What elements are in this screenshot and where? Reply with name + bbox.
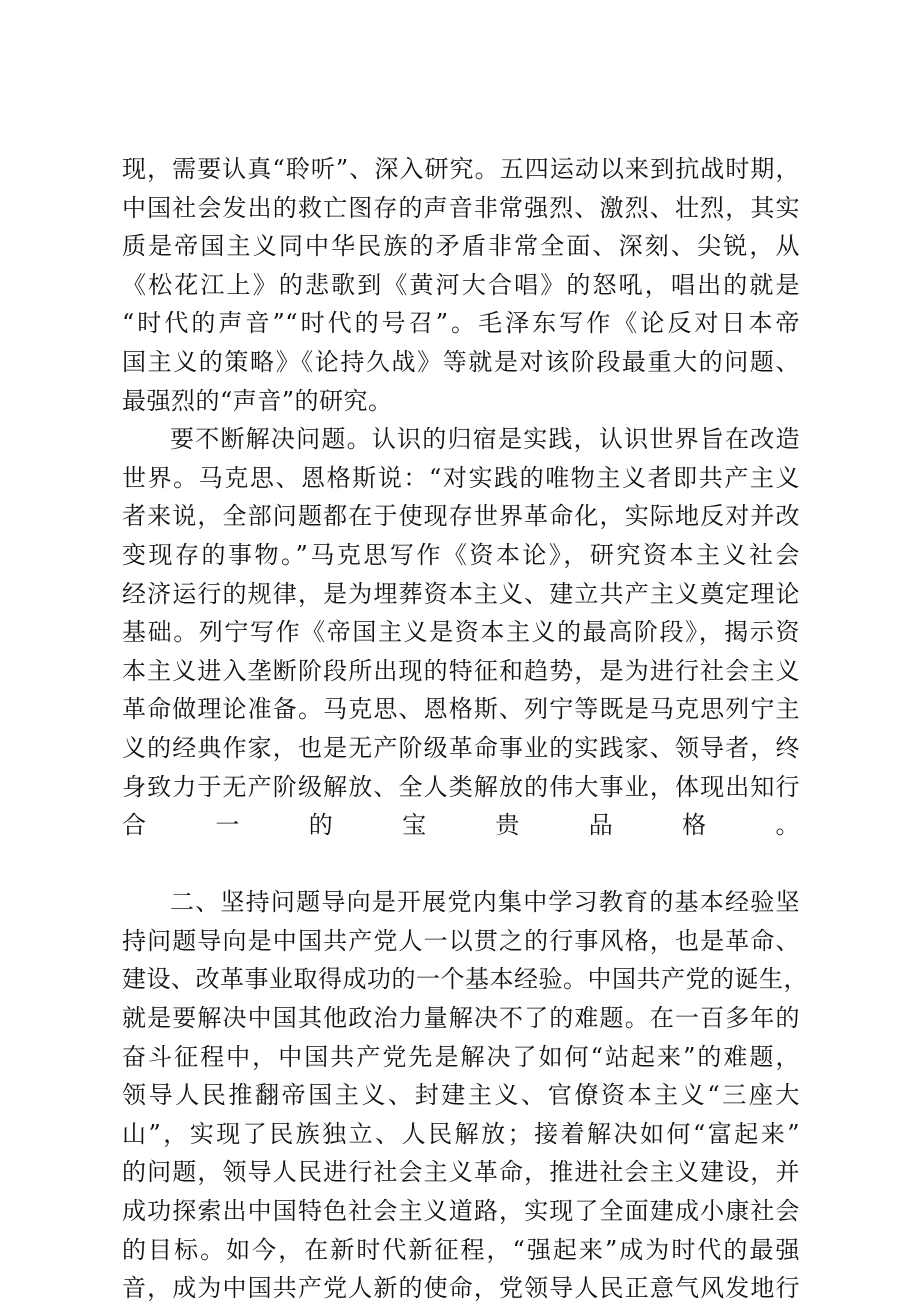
text-line: 基础。列宁写作《帝国主义是资本主义的最高阶段》，揭示资 <box>122 618 800 647</box>
paragraph-2 <box>122 420 800 883</box>
text-line: 经济运行的规律，是为埋葬资本主义、建立共产主义奠定理论 <box>122 579 800 608</box>
text-line: 就是要解决中国其他政治力量解决不了的难题。在一百多年的 <box>122 1004 800 1033</box>
text-line: 音，成为中国共产党人新的使命，党领导人民正意气风发地行 <box>122 1274 800 1303</box>
paragraph-1 <box>122 150 800 420</box>
text-line: 国主义的策略》《论持久战》等就是对该阶段最重大的问题、 <box>122 347 800 376</box>
text-line: 奋斗征程中，中国共产党先是解决了如何“站起来”的难题， <box>122 1042 800 1071</box>
text-line: 山”，实现了民族独立、人民解放；接着解决如何“富起来” <box>122 1119 800 1148</box>
text-line <box>122 845 800 884</box>
text-line: 合一的宝贵品格。 <box>122 811 800 840</box>
text-line: 要不断解决问题。认识的归宿是实践，认识世界旨在改造 <box>170 425 800 454</box>
document-body <box>122 150 808 1308</box>
text-line: 现，需要认真“聆听”、深入研究。五四运动以来到抗战时期， <box>122 155 800 183</box>
text-line: 二、坚持问题导向是开展党内集中学习教育的基本经验坚 <box>170 888 800 917</box>
text-line: 本主义进入垄断阶段所出现的特征和趋势，是为进行社会主义 <box>122 656 800 685</box>
text-line: 质是帝国主义同中华民族的矛盾非常全面、深刻、尖锐，从 <box>122 232 800 261</box>
text-line: 中国社会发出的救亡图存的声音非常强烈、激烈、壮烈，其实 <box>122 193 800 222</box>
text-line: 成功探索出中国特色社会主义道路，实现了全面建成小康社会 <box>122 1197 800 1226</box>
text-line: 建设、改革事业取得成功的一个基本经验。中国共产党的诞生， <box>122 965 808 994</box>
text-line: 《松花江上》的悲歌到《黄河大合唱》的怒吼，唱出的就是 <box>122 270 800 299</box>
text-line: 世界。马克思、恩格斯说：“对实践的唯物主义者即共产主义 <box>122 463 800 492</box>
text-line: 领导人民推翻帝国主义、封建主义、官僚资本主义“三座大 <box>122 1081 800 1110</box>
text-line: 变现存的事物。”马克思写作《资本论》，研究资本主义社会 <box>122 540 800 569</box>
text-line: “时代的声音”“时代的号召”。毛泽东写作《论反对日本帝 <box>122 309 800 338</box>
text-line: 身致力于无产阶级解放、全人类解放的伟大事业，体现出知行 <box>122 772 800 801</box>
text-line: 者来说，全部问题都在于使现存世界革命化，实际地反对并改 <box>122 502 800 531</box>
text-line: 义的经典作家，也是无产阶级革命事业的实践家、领导者，终 <box>122 733 800 762</box>
text-line: 革命做理论准备。马克思、恩格斯、列宁等既是马克思列宁主 <box>122 695 800 724</box>
text-line: 的目标。如今，在新时代新征程，“强起来”成为时代的最强 <box>122 1235 800 1264</box>
text-line: 最强烈的“声音”的研究。 <box>122 386 393 415</box>
paragraph-3 <box>122 883 808 1308</box>
text-line: 的问题，领导人民进行社会主义革命，推进社会主义建设，并 <box>122 1158 800 1187</box>
text-line: 持问题导向是中国共产党人一以贯之的行事风格，也是革命、 <box>122 926 800 955</box>
